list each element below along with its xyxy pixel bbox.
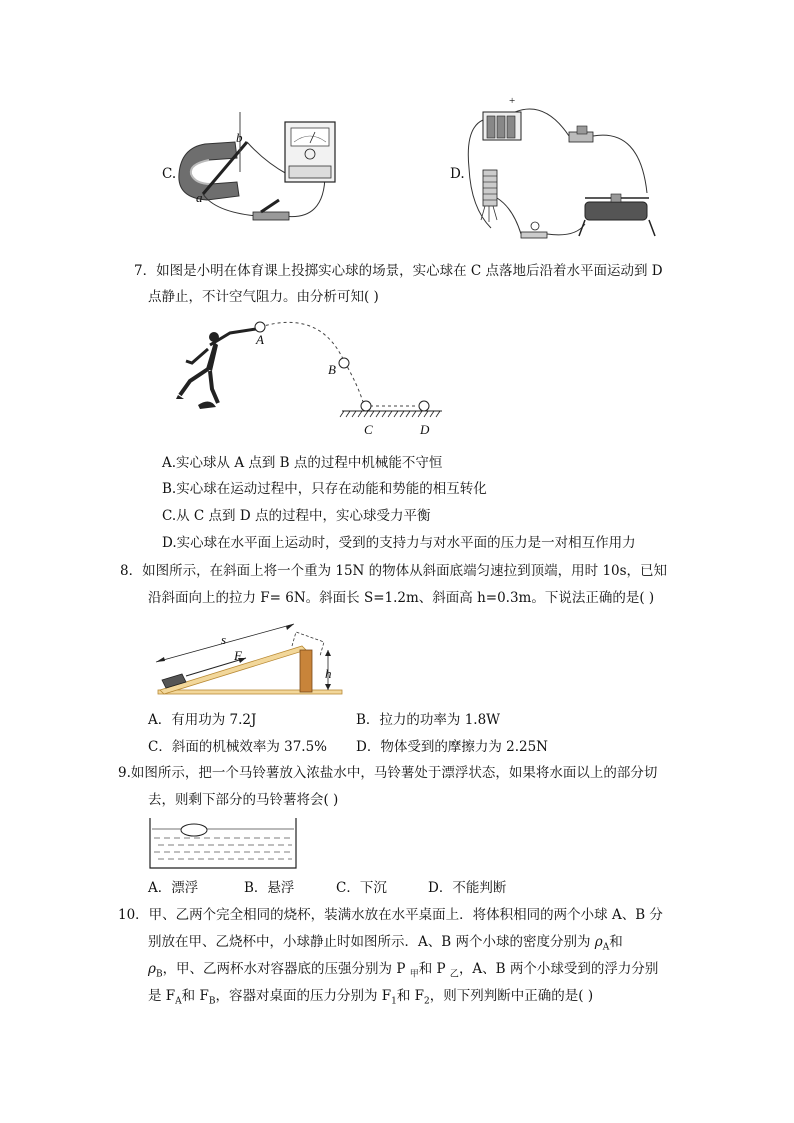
q7-point-c-label: C	[364, 422, 373, 437]
q9-option-c: C．下沉	[336, 880, 387, 896]
q8-option-c: C．斜面的机械效率为 37.5%	[148, 739, 328, 755]
rho-a-subscript: A	[602, 942, 610, 953]
figure-c-label-b: b	[236, 130, 243, 145]
q7-stem-line-2: 点静止，不计空气阻力。由分析可知( )	[148, 289, 379, 305]
q8-option-d: D．物体受到的摩擦力为 2.25N	[356, 739, 548, 755]
f1-subscript: 1	[391, 996, 397, 1007]
q7-option-b: B.实心球在运动过程中，只存在动能和势能的相互转化	[162, 481, 487, 497]
q10-line-4-text-e: ，则下列判断中正确的是( )	[429, 988, 594, 1004]
q9-option-d: D．不能判断	[428, 880, 507, 896]
q9-stem-line-2: 去，则剩下部分的马铃薯将会( )	[148, 792, 339, 808]
figure-d-plus-sign: +	[509, 95, 516, 107]
figure-c-label-a: a	[196, 190, 203, 205]
fa-subscript: A	[175, 996, 182, 1007]
q7-point-a-label: A	[256, 332, 264, 347]
q9-option-a: A．漂浮	[148, 880, 199, 896]
q7-option-d: D.实心球在水平面上运动时，受到的支持力与对水平面的压力是一对相互作用力	[162, 535, 636, 551]
q10-line-4-text-c: ，容器对桌面的压力分别为 F	[215, 988, 392, 1004]
q8-stem-line-2: 沿斜面向上的拉力 F= 6N。斜面长 S=1.2m、斜面高 h=0.3m。下说法正确的是( )	[148, 590, 655, 606]
q10-stem-line-4	[148, 987, 593, 1011]
q10-stem-line-1: 10．甲、乙两个完全相同的烧杯，装满水放在水平桌面上．将体积相同的两个小球 A、B 分	[118, 907, 663, 923]
q7-point-d-label: D	[420, 422, 430, 437]
option-d-label: D.	[450, 166, 465, 182]
q10-line-4-text-b: 和 F	[181, 988, 209, 1004]
figure-d-electromagnet-circuit	[465, 98, 665, 248]
q7-option-c: C.从 C 点到 D 点的过程中，实心球受力平衡	[162, 508, 431, 524]
q8-length-s-label: s	[221, 632, 227, 647]
q8-option-b: B．拉力的功率为 1.8W	[356, 712, 501, 728]
p-yi-subscript: 乙	[449, 969, 459, 980]
q10-line-2-and: 和	[609, 934, 623, 950]
q8-option-a: A．有用功为 7.2J	[148, 712, 257, 728]
figure-q9-potato-in-saltwater	[148, 818, 298, 870]
option-c-label: C.	[162, 166, 177, 182]
q10-line-3-text-c: ，A、B 两个小球受到的浮力分别	[458, 961, 659, 977]
q8-height-h-label: h	[325, 666, 332, 681]
q10-line-3-text-b: 和 P	[418, 961, 450, 977]
q8-force-f-label: F	[234, 648, 242, 663]
q10-line-3-text-a: ，甲、乙两杯水对容器底的压强分别为 P	[162, 961, 410, 977]
q8-stem-line-1: 8．如图所示，在斜面上将一个重为 15N 的物体从斜面底端匀速拉到顶端，用时 10s，已知	[120, 563, 668, 579]
q10-stem-line-2	[148, 933, 623, 957]
q10-stem-line-3	[148, 960, 658, 984]
p-jia-subscript: 甲	[409, 969, 419, 980]
figure-q8-incline	[150, 620, 350, 700]
q10-line-4-text-a: 是 F	[148, 988, 176, 1004]
q10-line-2-text: 别放在甲、乙烧杯中，小球静止时如图所示．A、B 两个小球的密度分别为	[148, 934, 595, 950]
q9-stem-line-1: 9.如图所示，把一个马铃薯放入浓盐水中，马铃薯处于漂浮状态，如果将水面以上的部分切	[118, 765, 658, 781]
q7-point-b-label: B	[328, 362, 336, 377]
rho-b-subscript: B	[155, 969, 163, 980]
q7-option-a: A.实心球从 A 点到 B 点的过程中机械能不守恒	[162, 455, 443, 471]
f2-subscript: 2	[424, 996, 430, 1007]
rho-b-symbol: ρ	[148, 961, 156, 977]
q9-option-b: B．悬浮	[244, 880, 295, 896]
q10-line-4-text-d: 和 F	[396, 988, 425, 1004]
rho-a-symbol: ρ	[594, 934, 603, 950]
fb-subscript: B	[208, 996, 216, 1007]
q7-stem-line-1: 7．如图是小明在体育课上投掷实心球的场景，实心球在 C 点落地后沿着水平面运动到 D	[134, 263, 663, 279]
figure-c-magnet-galvanometer	[175, 112, 345, 232]
figure-q7-shot-put	[170, 315, 470, 435]
